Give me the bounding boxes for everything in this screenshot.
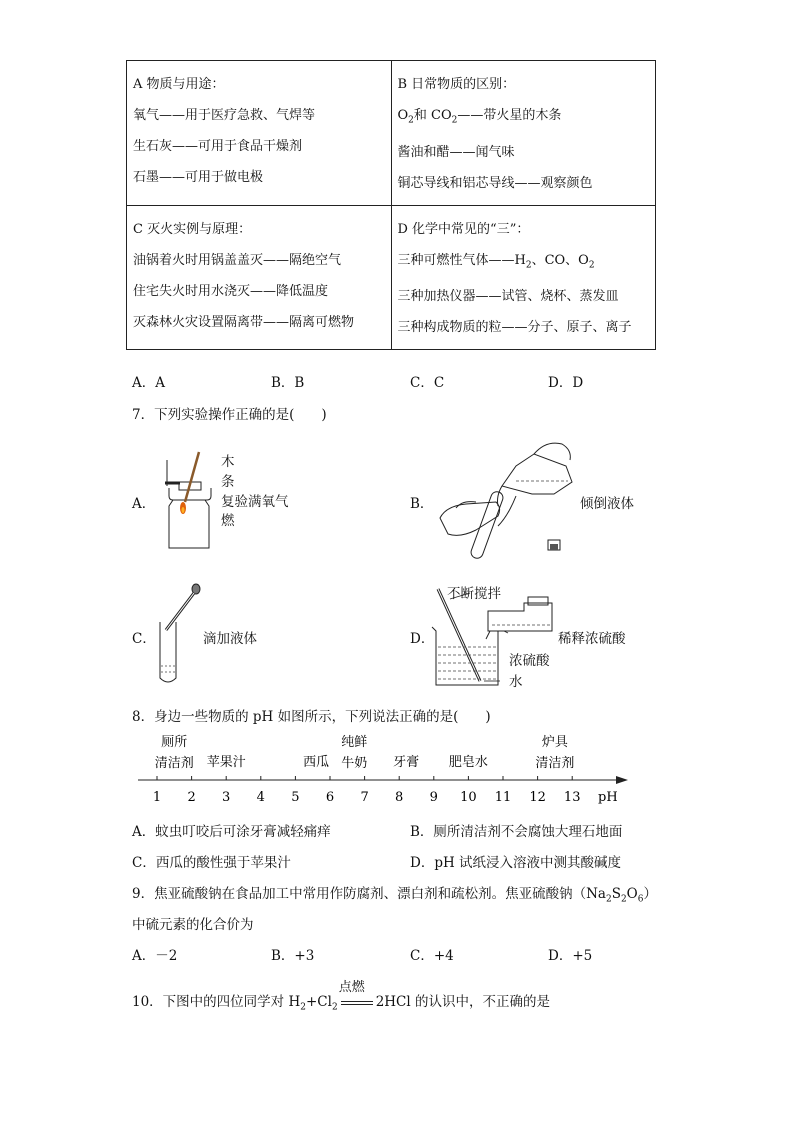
ph-tick-label: 2 <box>187 790 196 805</box>
ph-tick-label: 4 <box>256 790 265 805</box>
ph-tick-label: 9 <box>429 790 438 805</box>
text-frag: ——带火星的木条 <box>457 108 562 123</box>
text-frag: 2HCl <box>375 994 411 1010</box>
text-frag: +Cl <box>305 994 332 1010</box>
cell-d <box>391 205 656 350</box>
cell-a <box>127 61 392 206</box>
q6-table <box>126 60 656 350</box>
ph-axis-arrow <box>616 776 628 784</box>
pouring-liquid-figure <box>436 436 578 564</box>
ph-item-label: 纯鲜 <box>341 735 368 750</box>
text-frag: S <box>611 886 621 902</box>
text-frag: 的认识中，不正确的是 <box>410 994 550 1010</box>
q7d-label-water: 水 <box>509 674 523 690</box>
cell-a-title: A 物质与用途： <box>133 77 225 92</box>
ph-item-label: 炉具 <box>541 735 568 750</box>
reaction-condition: 点燃 <box>338 980 365 995</box>
cell-b-line: 酱油和醋——闻气味 <box>397 144 515 160</box>
cell-b-line <box>398 100 650 137</box>
subscript: 2 <box>300 1002 306 1013</box>
q9-option-b[interactable]: B．+3 <box>271 948 315 964</box>
q6-option-a[interactable]: A．A <box>132 375 165 391</box>
q10-stem <box>132 980 550 1013</box>
cell-c-line: 油锅着火时用锅盖盖灭——隔绝空气 <box>133 252 342 268</box>
ph-tick-label: 6 <box>325 790 335 805</box>
q7a-label-test: 复验满氧气 <box>221 494 289 510</box>
q9-option-c[interactable]: C．+4 <box>410 948 454 964</box>
q7d-label-acid: 浓硫酸 <box>509 653 550 669</box>
cell-a-line: 生石灰——可用于食品干燥剂 <box>133 139 303 154</box>
ph-item-label: 清洁剂 <box>154 756 194 771</box>
q7-option-c-letter[interactable]: C． <box>132 631 156 647</box>
q9-option-d[interactable]: D．+5 <box>548 948 593 964</box>
subscript: 2 <box>525 260 532 271</box>
q7a-label-tiao: 条 <box>221 474 235 490</box>
cell-d-line: 三种构成物质的粒——分子、原子、离子 <box>397 320 632 336</box>
ph-item-label: 西瓜 <box>303 755 330 770</box>
q8-option-b[interactable]: B．厕所清洁剂不会腐蚀大理石地面 <box>410 824 623 840</box>
q9-stem-line2: 中硫元素的化合价为 <box>132 917 254 933</box>
ph-item-label: 牙膏 <box>393 755 420 770</box>
q7c-label: 滴加液体 <box>203 631 257 647</box>
cell-b <box>391 61 656 206</box>
q9-stem <box>132 882 657 905</box>
oxygen-bottle-figure <box>155 450 225 550</box>
q7a-label-ran: 燃 <box>221 513 235 529</box>
cell-d-title: D 化学中常见的“三”： <box>397 221 530 237</box>
q6-option-b[interactable]: B．B <box>271 375 305 391</box>
q6-option-d[interactable]: D．D <box>548 375 584 391</box>
ph-tick-label: 11 <box>494 790 512 805</box>
q7b-label: 倾倒液体 <box>580 496 634 512</box>
text-frag: 10．下图中的四位同学对 H <box>132 994 301 1010</box>
ph-item-label: 清洁剂 <box>535 756 575 771</box>
q7-option-a-letter[interactable]: A． <box>132 496 156 512</box>
dropper-figure <box>152 582 202 687</box>
equal-line-bottom <box>341 1004 373 1005</box>
text-frag: O <box>626 886 638 902</box>
q6-option-c[interactable]: C．C <box>410 375 445 391</box>
subscript: 2 <box>331 1002 338 1013</box>
text-frag: 三种可燃性气体——H <box>397 252 526 268</box>
cell-b-line: 铜芯导线和铝芯导线——观察颜色 <box>397 175 593 191</box>
ph-axis-label: pH <box>598 790 618 805</box>
cell-b-title: B 日常物质的区别： <box>397 77 516 92</box>
ph-scale-chart <box>130 728 650 810</box>
cell-a-line: 氧气——用于医疗急救、气焊等 <box>133 108 316 123</box>
ph-tick-label: 7 <box>360 790 369 805</box>
subscript: 2 <box>620 894 627 905</box>
cell-d-line: 三种加热仪器——试管、烧杯、蒸发皿 <box>397 289 619 305</box>
subscript: 2 <box>451 115 458 126</box>
cell-c-line: 灭森林火灾设置隔离带——隔离可燃物 <box>133 314 355 330</box>
cell-c-line: 住宅失火时用水浇灭——降低温度 <box>133 283 329 299</box>
subscript: 6 <box>637 894 644 905</box>
ph-tick-label: 5 <box>291 790 300 805</box>
cell-c-title: C 灭火实例与原理： <box>133 221 252 237</box>
cell-a-line: 石墨——可用于做电极 <box>133 170 264 185</box>
subscript: 2 <box>408 115 414 126</box>
q8-stem: 8．身边一些物质的 pH 如图所示，下列说法正确的是( ) <box>132 709 491 725</box>
q7-option-b-letter[interactable]: B． <box>410 496 434 512</box>
ph-tick-label: 3 <box>222 790 231 805</box>
q7-stem: 7．下列实验操作正确的是( ) <box>132 407 327 423</box>
ph-tick-label: 8 <box>395 790 404 805</box>
ph-item-label: 厕所 <box>161 735 188 750</box>
q8-option-a[interactable]: A．蚊虫叮咬后可涂牙膏减轻痛痒 <box>132 824 331 840</box>
q7d-label-stir: 不断搅拌 <box>447 586 501 602</box>
ph-item-label: 苹果汁 <box>206 755 246 770</box>
text-frag: 和 CO <box>413 108 452 123</box>
ph-tick-label: 12 <box>529 790 546 805</box>
text-frag: 、CO、O <box>531 252 589 268</box>
ph-item-label: 牛奶 <box>341 756 368 771</box>
text-frag: ） <box>643 886 657 902</box>
q7a-label-mu: 木 <box>221 454 235 470</box>
q9-option-a[interactable]: A．－2 <box>132 948 178 964</box>
ph-item-label: 肥皂水 <box>448 755 488 770</box>
text-frag: 9．焦亚硫酸钠在食品加工中常用作防腐剂、漂白剂和疏松剂。焦亚硫酸钠（Na <box>132 886 606 902</box>
q7-option-d-letter[interactable]: D． <box>410 631 435 647</box>
reaction-arrow <box>338 980 375 1010</box>
q7d-label-dilute: 稀释浓硫酸 <box>558 631 626 647</box>
q8-option-c[interactable]: C．西瓜的酸性强于苹果汁 <box>132 855 291 871</box>
equal-line-top <box>341 1001 373 1002</box>
ph-tick-label: 1 <box>152 790 162 805</box>
subscript: 2 <box>588 260 595 271</box>
ph-tick-label: 13 <box>563 790 581 805</box>
subscript: 2 <box>605 894 612 905</box>
text-frag: O <box>397 108 409 123</box>
cell-c <box>127 205 392 350</box>
cell-d-line <box>398 245 650 282</box>
ph-tick-label: 10 <box>460 790 477 805</box>
q8-option-d[interactable]: D．pH 试纸浸入溶液中测其酸碱度 <box>410 855 622 871</box>
